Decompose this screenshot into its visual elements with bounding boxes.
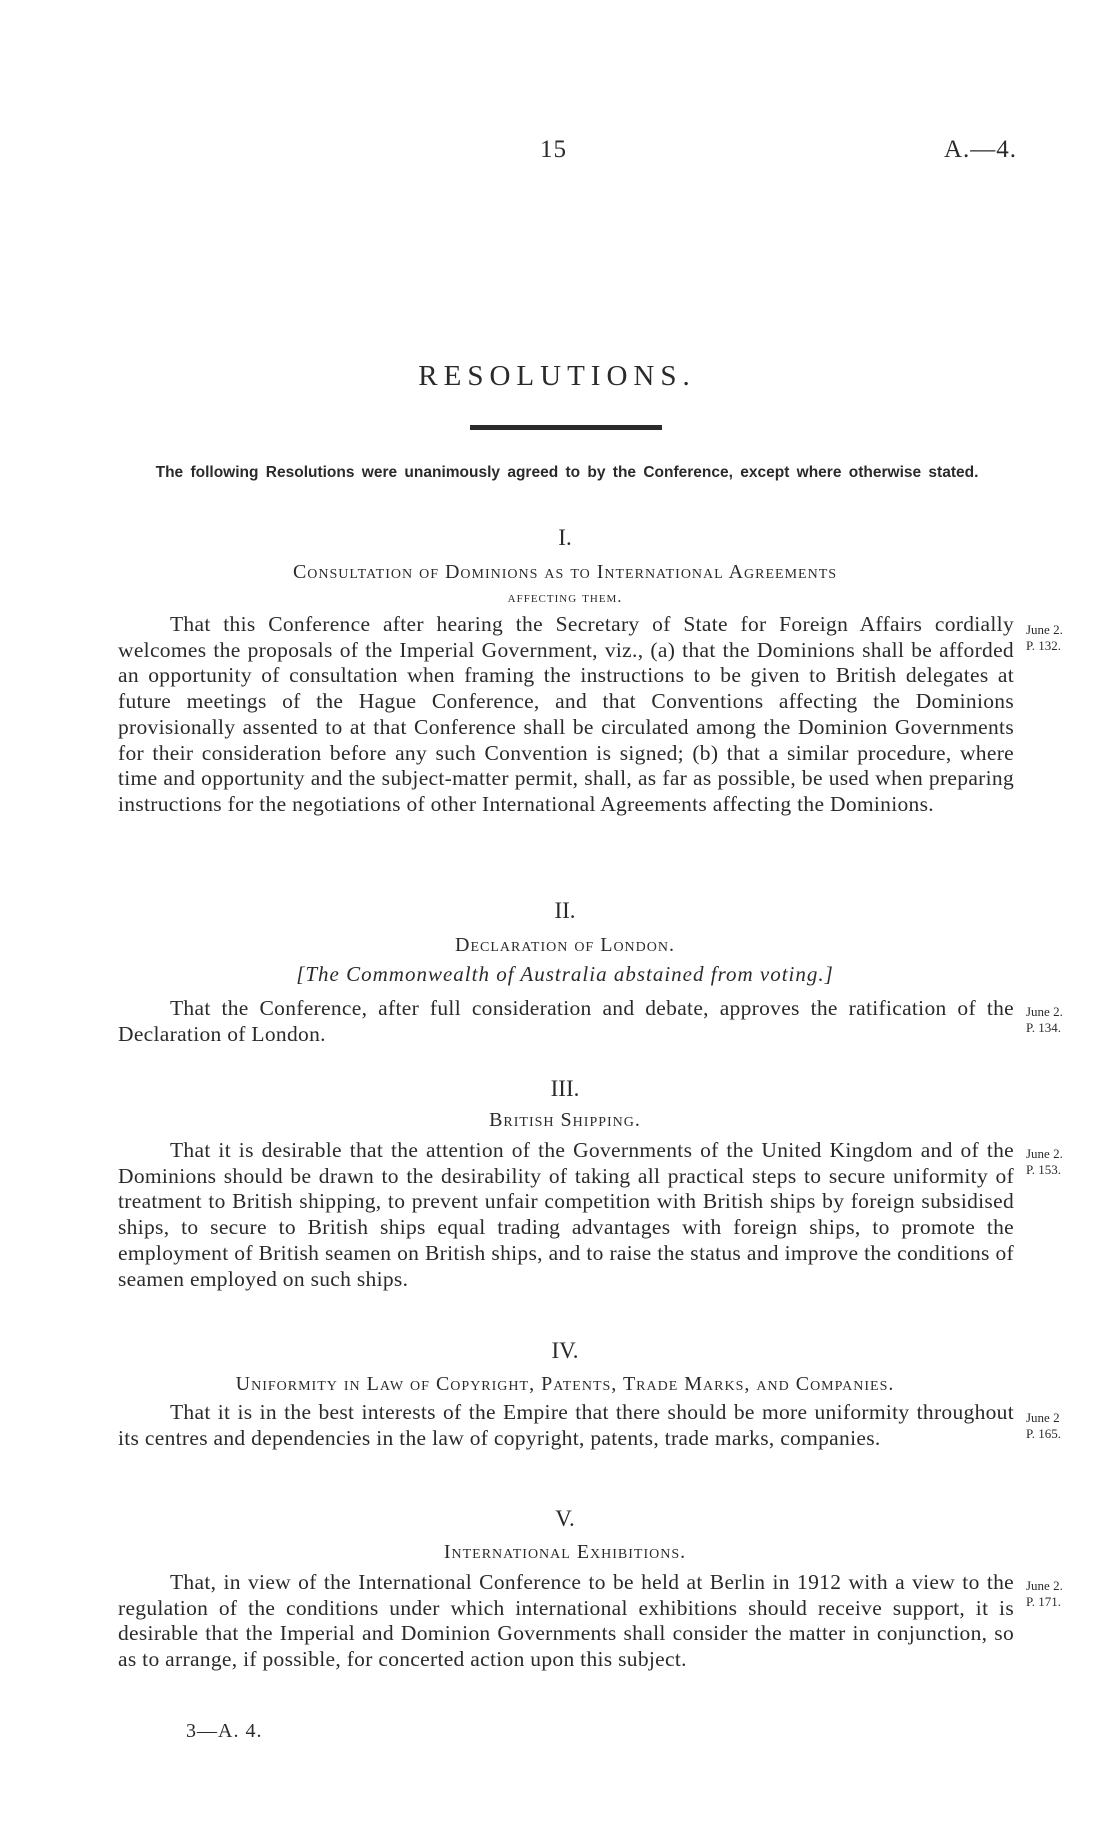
section-1-margin-date: June 2. <box>1026 622 1063 637</box>
section-1-heading-line-2: affecting them. <box>507 589 623 606</box>
section-3-numeral: III. <box>550 1076 580 1101</box>
intro-statement: The following Resolutions were unanimously agreed to by the Conference, except where otherwise stated. <box>155 464 979 481</box>
page-number: 15 <box>540 136 567 163</box>
section-1-heading <box>0 560 1114 610</box>
section-1-margin-note <box>1026 622 1096 654</box>
section-5-heading: International Exhibitions. <box>443 1541 687 1563</box>
page-title: RESOLUTIONS. <box>418 360 696 392</box>
section-4-margin-page: P. 165. <box>1026 1426 1062 1441</box>
title-divider <box>470 425 662 430</box>
section-2-margin-page: P. 134. <box>1026 1020 1062 1035</box>
section-5-margin-note <box>1026 1578 1096 1610</box>
section-3-margin-note <box>1026 1146 1096 1178</box>
section-3-text: That it is desirable that the attention of the Governments of the United Kingdom and of the Dominions should be drawn to the desirability of taking all practical steps to secure uniformity of treatment to British shipping, to prevent unfair competition with British ships by foreign subsidised ships, to secure to British ships equal trading advantages with foreign ships, to promote the employment of British seamen on British ships, and to raise the status and improve the conditions of seamen employed on such ships. <box>118 1138 1014 1291</box>
section-5-margin-date: June 2. <box>1026 1578 1063 1593</box>
section-2-text: That the Conference, after full consideration and debate, approves the ratification of the Declaration of London. <box>118 996 1014 1046</box>
section-2-heading: Declaration of London. <box>455 934 675 956</box>
section-4-numeral: IV. <box>551 1338 579 1363</box>
section-1-margin-page: P. 132. <box>1026 638 1062 653</box>
section-2-margin-date: June 2. <box>1026 1004 1063 1019</box>
section-2-numeral: II. <box>554 898 576 923</box>
section-4-margin-note <box>1026 1410 1096 1442</box>
section-2-note: [The Commonwealth of Australia abstained from voting.] <box>296 962 834 986</box>
section-5-margin-page: P. 171. <box>1026 1594 1062 1609</box>
section-4-text: That it is in the best interests of the Empire that there should be more uniformity throughout its centres and dependencies in the law of copyright, patents, trade marks, companies. <box>118 1400 1014 1450</box>
section-4-margin-date: June 2 <box>1026 1410 1060 1425</box>
section-3-margin-date: June 2. <box>1026 1146 1063 1161</box>
footer-signature: 3—A. 4. <box>186 1720 263 1742</box>
section-3-margin-page: P. 153. <box>1026 1162 1062 1177</box>
section-5-numeral: V. <box>555 1506 575 1531</box>
section-5-text: That, in view of the International Conference to be held at Berlin in 1912 with a view to the regulation of the conditions under which international exhibitions should receive support, it is desirable that the Imperial and Dominion Governments shall consider the matter in conjunction, so as to arrange, if possible, for concerted action upon this subject. <box>118 1570 1014 1672</box>
section-2-margin-note <box>1026 1004 1096 1036</box>
section-4-heading: Uniformity in Law of Copyright, Patents, Trade Marks, and Companies. <box>235 1373 895 1395</box>
section-1-heading-line-1: Consultation of Dominions as to International Agreements <box>292 561 838 583</box>
section-1-text: That this Conference after hearing the Secretary of State for Foreign Affairs cordially welcomes the proposals of the Imperial Government, viz., (a) that the Dominions shall be afforded an opportunity of consultation when framing the instructions to be given to British delegates at future meetings of the Hague Conference, and that Conventions affecting the Dominions provisionally assented to at that Conference shall be circulated among the Dominion Governments for their consideration before any such Convention is signed; (b) that a similar procedure, where time and opportunity and the subject-matter permit, shall, as far as possible, be used when preparing instructions for the negotiations of other International Agreements affecting the Dominions. <box>118 612 1014 816</box>
document-reference: A.—4. <box>944 136 1018 163</box>
section-1-numeral: I. <box>558 525 572 550</box>
section-3-heading: British Shipping. <box>489 1109 641 1131</box>
